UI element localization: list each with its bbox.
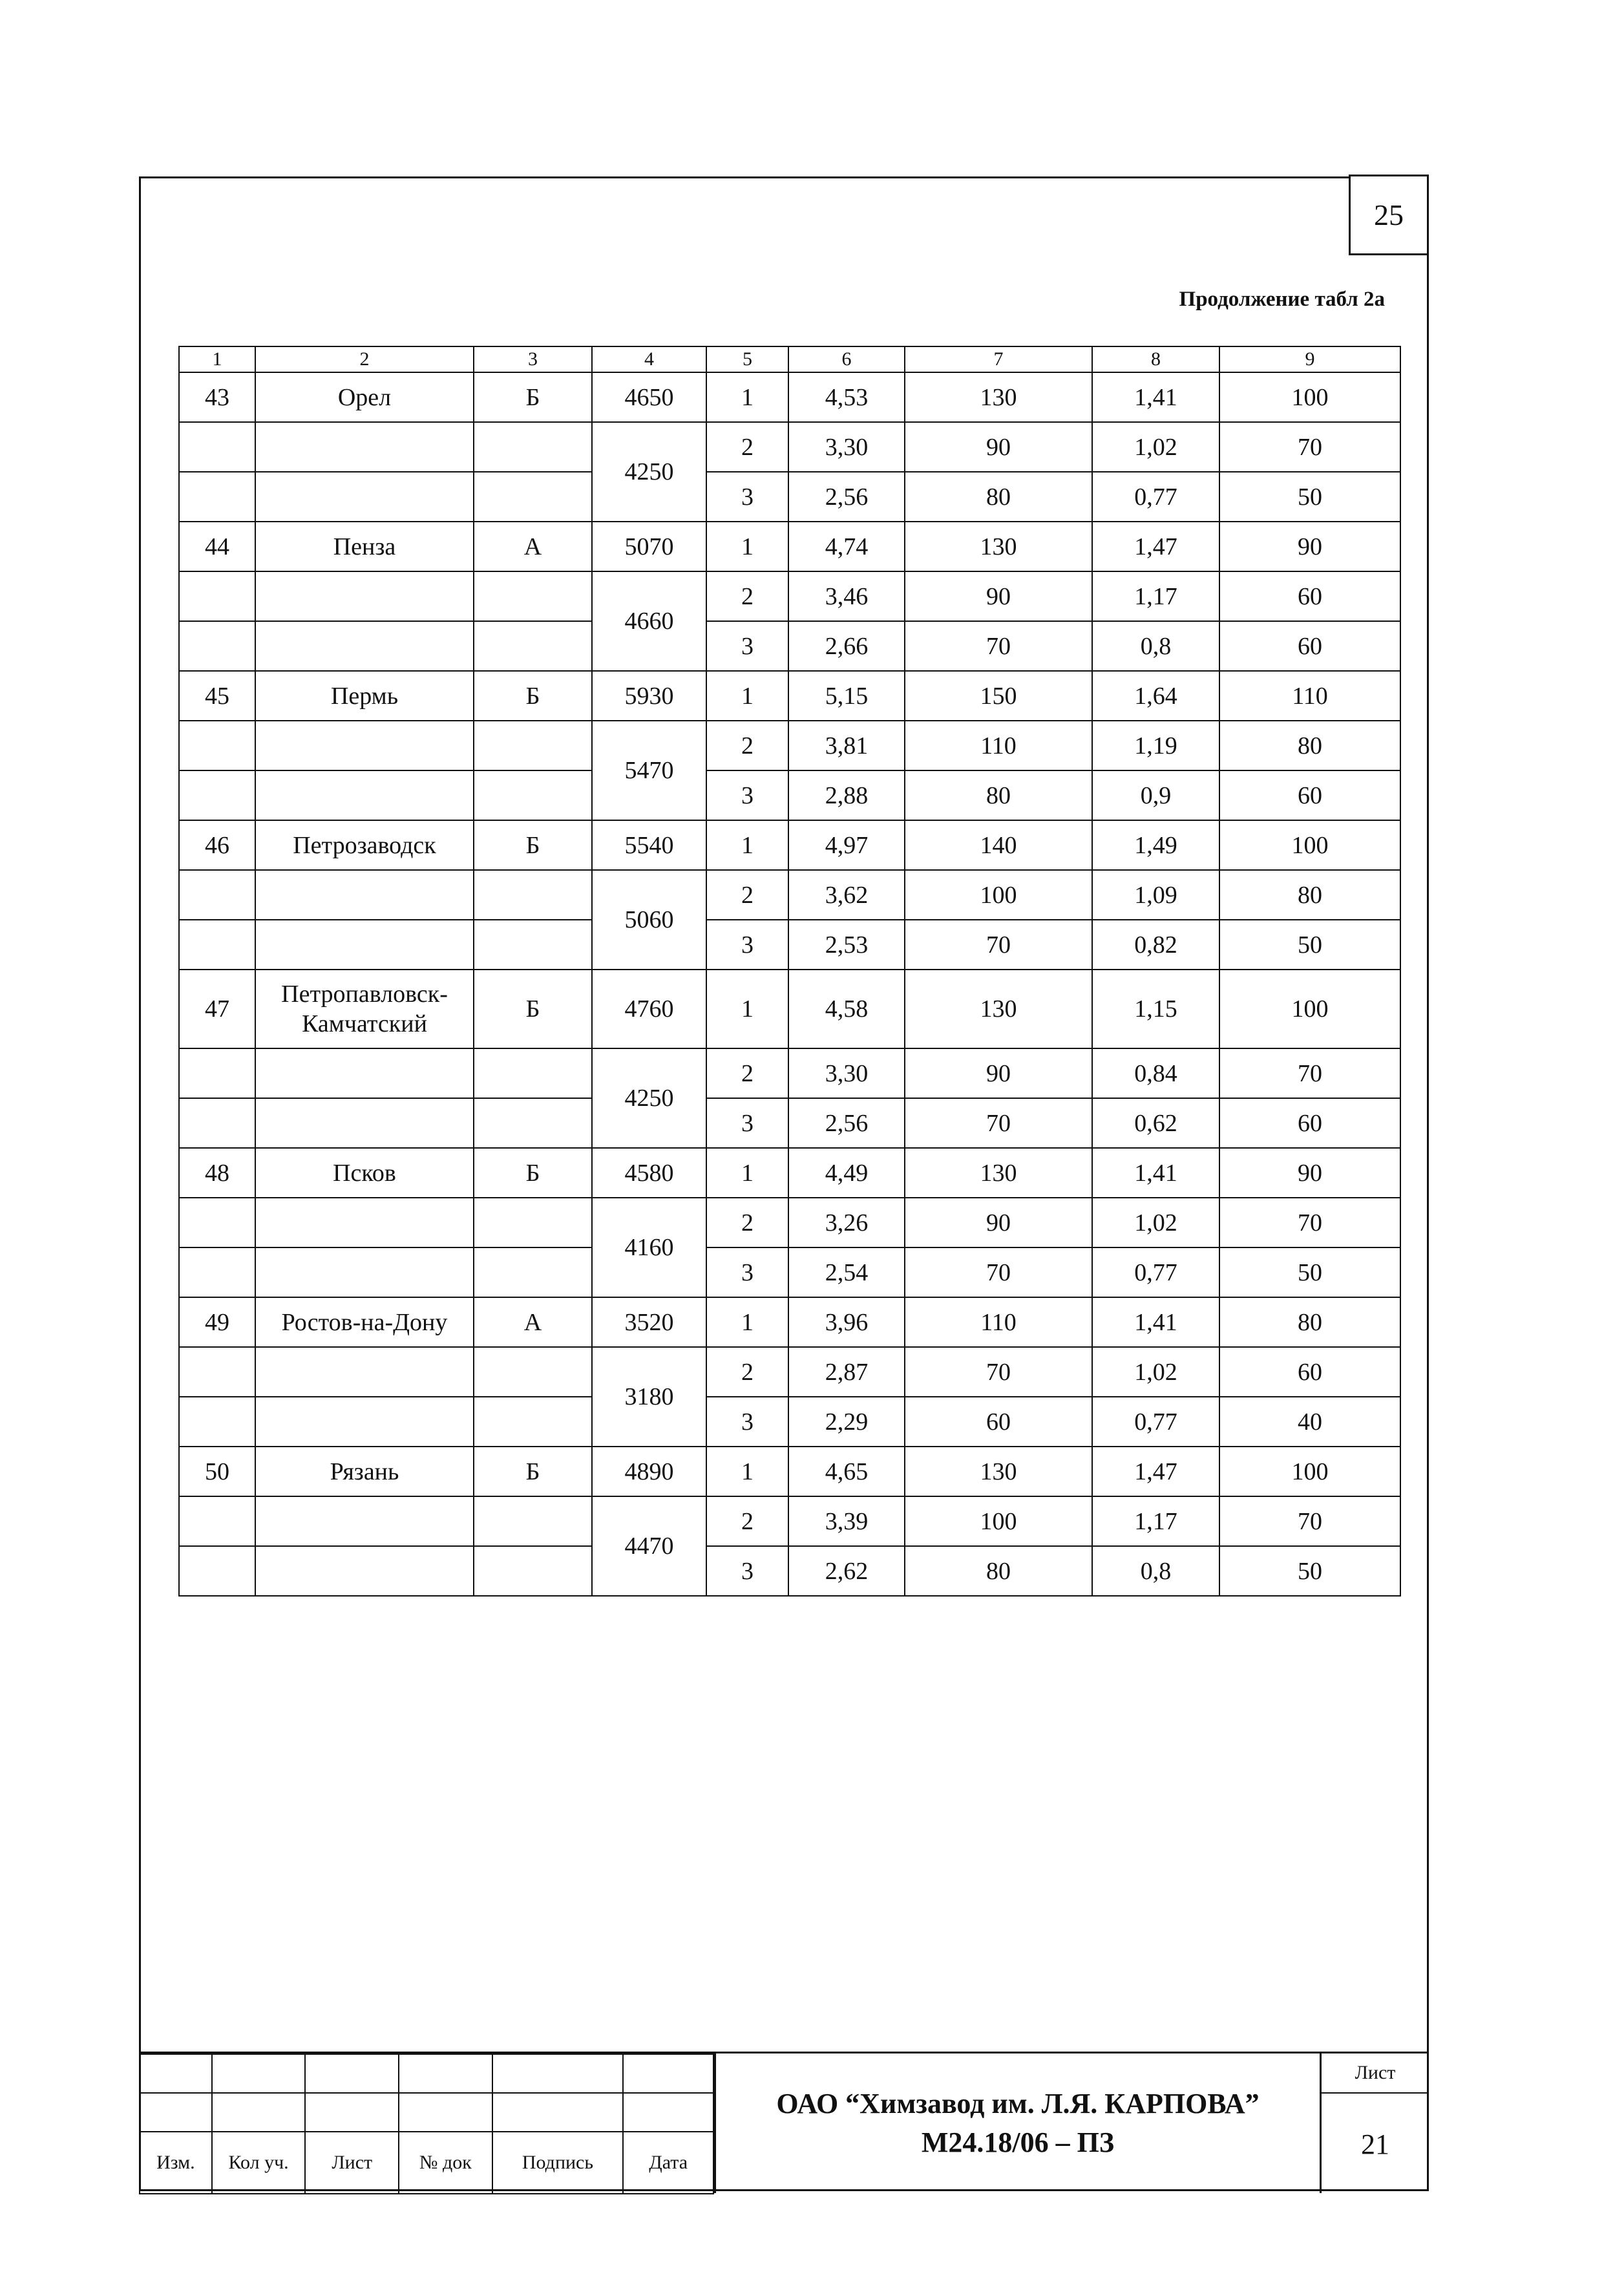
value-col5: 2: [706, 422, 788, 472]
table-row: [179, 1148, 1400, 1198]
value-col9: 70: [1219, 422, 1400, 472]
value-col6: 2,87: [788, 1347, 905, 1397]
column-header: 6: [788, 346, 905, 372]
value-col6: 3,96: [788, 1297, 905, 1347]
value-col8: 1,17: [1092, 1496, 1219, 1546]
value-col5: 1: [706, 522, 788, 571]
value-col4: 4760: [592, 970, 706, 1048]
city-name-line: Камчатский: [302, 1010, 427, 1037]
value-col6: 3,30: [788, 1048, 905, 1098]
value-col7: 80: [905, 1546, 1092, 1596]
city-name-line: Ростов-на-Дону: [281, 1308, 448, 1336]
value-col5: 1: [706, 970, 788, 1048]
row-number: 46: [179, 820, 255, 870]
city-name-line: Пенза: [333, 533, 396, 560]
value-col8: 1,17: [1092, 571, 1219, 621]
value-col9: 70: [1219, 1496, 1400, 1546]
column-header: 4: [592, 346, 706, 372]
title-block: [139, 2052, 1429, 2193]
empty-cell: [255, 770, 474, 820]
value-col8: 1,02: [1092, 422, 1219, 472]
empty-cell: [255, 422, 474, 472]
title-block-title: [714, 2053, 1322, 2193]
empty-cell: [255, 1397, 474, 1447]
value-col7: 70: [905, 920, 1092, 970]
zone: А: [474, 522, 592, 571]
empty-cell: [179, 1347, 255, 1397]
city-name: [255, 1447, 474, 1496]
value-col7: 130: [905, 372, 1092, 422]
column-header: 1: [179, 346, 255, 372]
sheet-box: [1322, 2053, 1429, 2193]
value-col6: 2,66: [788, 621, 905, 671]
empty-cell: [255, 472, 474, 522]
value-col8: 1,15: [1092, 970, 1219, 1048]
value-col4: 4470: [592, 1496, 706, 1596]
sheet-label: Лист: [1322, 2053, 1429, 2094]
table-row: [179, 1546, 1400, 1596]
empty-cell: [179, 1048, 255, 1098]
table-row: [179, 1496, 1400, 1546]
empty-cell: [474, 472, 592, 522]
city-name-line: Псков: [333, 1159, 396, 1187]
table-row: [179, 820, 1400, 870]
value-col5: 2: [706, 1496, 788, 1546]
value-col7: 70: [905, 1098, 1092, 1148]
value-col5: 1: [706, 372, 788, 422]
value-col6: 4,49: [788, 1148, 905, 1198]
row-number: 43: [179, 372, 255, 422]
value-col6: 2,29: [788, 1397, 905, 1447]
empty-cell: [179, 1546, 255, 1596]
value-col6: 4,74: [788, 522, 905, 571]
value-col6: 4,97: [788, 820, 905, 870]
value-col8: 1,41: [1092, 1297, 1219, 1347]
organization-name: ОАО “Химзавод им. Л.Я. КАРПОВА”: [776, 2088, 1260, 2119]
value-col8: 0,8: [1092, 621, 1219, 671]
value-col6: 2,88: [788, 770, 905, 820]
value-col9: 70: [1219, 1048, 1400, 1098]
city-name: [255, 1297, 474, 1347]
value-col6: 4,58: [788, 970, 905, 1048]
row-number: 47: [179, 970, 255, 1048]
value-col9: 100: [1219, 1447, 1400, 1496]
value-col4: 5540: [592, 820, 706, 870]
table-row: [179, 372, 1400, 422]
empty-cell: [474, 1546, 592, 1596]
value-col9: 90: [1219, 522, 1400, 571]
value-col8: 0,62: [1092, 1098, 1219, 1148]
value-col6: 3,30: [788, 422, 905, 472]
title-block-label: Подпись: [492, 2132, 624, 2194]
table-row: [179, 770, 1400, 820]
value-col8: 1,41: [1092, 372, 1219, 422]
value-col7: 90: [905, 422, 1092, 472]
value-col6: 2,56: [788, 1098, 905, 1148]
empty-cell: [474, 422, 592, 472]
header-row: [179, 346, 1400, 372]
title-block-label: Кол уч.: [212, 2132, 306, 2194]
zone: Б: [474, 970, 592, 1048]
city-name: [255, 820, 474, 870]
empty-cell: [179, 870, 255, 920]
value-col5: 1: [706, 1148, 788, 1198]
value-col9: 110: [1219, 671, 1400, 721]
empty-cell: [474, 721, 592, 770]
value-col6: 4,65: [788, 1447, 905, 1496]
value-col8: 1,09: [1092, 870, 1219, 920]
value-col8: 0,82: [1092, 920, 1219, 970]
value-col9: 60: [1219, 621, 1400, 671]
empty-cell: [255, 1347, 474, 1397]
value-col8: 1,47: [1092, 522, 1219, 571]
zone: А: [474, 1297, 592, 1347]
empty-cell: [474, 920, 592, 970]
title-block-label: Лист: [305, 2132, 399, 2194]
value-col7: 90: [905, 1198, 1092, 1247]
row-number: 45: [179, 671, 255, 721]
value-col7: 90: [905, 571, 1092, 621]
value-col6: 2,62: [788, 1546, 905, 1596]
zone: Б: [474, 671, 592, 721]
empty-cell: [179, 472, 255, 522]
page-number: 25: [1349, 175, 1429, 255]
value-col9: 60: [1219, 770, 1400, 820]
value-col8: 0,8: [1092, 1546, 1219, 1596]
empty-cell: [474, 1198, 592, 1247]
value-col4: 4660: [592, 571, 706, 671]
document-code: М24.18/06 – ПЗ: [921, 2127, 1115, 2158]
empty-cell: [255, 1247, 474, 1297]
value-col9: 50: [1219, 1247, 1400, 1297]
title-block-label: № док: [399, 2132, 492, 2194]
empty-cell: [474, 571, 592, 621]
value-col6: 2,54: [788, 1247, 905, 1297]
value-col4: 4580: [592, 1148, 706, 1198]
table-row: [179, 522, 1400, 571]
value-col8: 1,41: [1092, 1148, 1219, 1198]
value-col4: 4250: [592, 422, 706, 522]
value-col9: 100: [1219, 820, 1400, 870]
value-col5: 1: [706, 1297, 788, 1347]
value-col7: 130: [905, 1447, 1092, 1496]
data-table: [178, 346, 1401, 1597]
table-row: [179, 1397, 1400, 1447]
value-col4: 4650: [592, 372, 706, 422]
value-col4: 3520: [592, 1297, 706, 1347]
empty-cell: [179, 770, 255, 820]
value-col7: 70: [905, 621, 1092, 671]
zone: Б: [474, 1148, 592, 1198]
empty-cell: [474, 870, 592, 920]
value-col5: 3: [706, 1098, 788, 1148]
empty-cell: [179, 920, 255, 970]
empty-cell: [179, 422, 255, 472]
title-block-label: Изм.: [140, 2132, 212, 2194]
city-name: [255, 522, 474, 571]
value-col9: 60: [1219, 1098, 1400, 1148]
value-col8: 0,9: [1092, 770, 1219, 820]
empty-cell: [179, 1247, 255, 1297]
table-caption: Продолжение табл 2а: [1179, 288, 1385, 311]
value-col4: 4250: [592, 1048, 706, 1148]
row-number: 44: [179, 522, 255, 571]
table-row: [179, 970, 1400, 1048]
value-col5: 3: [706, 920, 788, 970]
empty-cell: [179, 721, 255, 770]
value-col7: 70: [905, 1347, 1092, 1397]
empty-cell: [474, 1397, 592, 1447]
empty-cell: [255, 721, 474, 770]
city-name: [255, 970, 474, 1048]
row-number: 48: [179, 1148, 255, 1198]
value-col5: 2: [706, 721, 788, 770]
empty-cell: [255, 1048, 474, 1098]
value-col9: 100: [1219, 372, 1400, 422]
empty-cell: [255, 920, 474, 970]
title-block-grid: [139, 2053, 714, 2194]
value-col4: 5930: [592, 671, 706, 721]
city-name-line: Пермь: [330, 682, 399, 710]
sheet-number: 21: [1361, 2128, 1389, 2160]
empty-cell: [179, 571, 255, 621]
value-col5: 3: [706, 770, 788, 820]
value-col7: 80: [905, 472, 1092, 522]
value-col6: 3,26: [788, 1198, 905, 1247]
row-number: 49: [179, 1297, 255, 1347]
value-col4: 5470: [592, 721, 706, 820]
table-row: [179, 422, 1400, 472]
value-col8: 1,19: [1092, 721, 1219, 770]
city-name: [255, 372, 474, 422]
value-col5: 3: [706, 1247, 788, 1297]
value-col7: 110: [905, 721, 1092, 770]
empty-cell: [255, 1546, 474, 1596]
empty-cell: [179, 1198, 255, 1247]
value-col8: 1,64: [1092, 671, 1219, 721]
table-row: [179, 671, 1400, 721]
value-col8: 1,02: [1092, 1198, 1219, 1247]
zone: Б: [474, 1447, 592, 1496]
value-col6: 5,15: [788, 671, 905, 721]
value-col8: 1,47: [1092, 1447, 1219, 1496]
value-col7: 110: [905, 1297, 1092, 1347]
title-block-label: Дата: [623, 2132, 713, 2194]
value-col4: 4160: [592, 1198, 706, 1297]
value-col5: 2: [706, 870, 788, 920]
column-header: 8: [1092, 346, 1219, 372]
column-header: 9: [1219, 346, 1400, 372]
table-row: [179, 1048, 1400, 1098]
empty-cell: [179, 1397, 255, 1447]
table-row: [179, 870, 1400, 920]
value-col5: 3: [706, 472, 788, 522]
empty-cell: [179, 621, 255, 671]
value-col4: 5060: [592, 870, 706, 970]
table-row: [179, 1098, 1400, 1148]
value-col6: 2,56: [788, 472, 905, 522]
value-col4: 4890: [592, 1447, 706, 1496]
empty-cell: [255, 1198, 474, 1247]
value-col5: 3: [706, 621, 788, 671]
value-col4: 3180: [592, 1347, 706, 1447]
value-col6: 4,53: [788, 372, 905, 422]
value-col7: 60: [905, 1397, 1092, 1447]
value-col7: 130: [905, 970, 1092, 1048]
empty-cell: [255, 870, 474, 920]
value-col7: 70: [905, 1247, 1092, 1297]
value-col7: 140: [905, 820, 1092, 870]
empty-cell: [474, 621, 592, 671]
city-name-line: Петропавловск-: [281, 981, 448, 1008]
value-col5: 2: [706, 1347, 788, 1397]
value-col6: 3,46: [788, 571, 905, 621]
empty-cell: [255, 1098, 474, 1148]
value-col9: 60: [1219, 571, 1400, 621]
value-col7: 90: [905, 1048, 1092, 1098]
value-col7: 130: [905, 1148, 1092, 1198]
city-name-line: Орел: [337, 383, 392, 411]
value-col4: 5070: [592, 522, 706, 571]
city-name: [255, 671, 474, 721]
table-row: [179, 1198, 1400, 1247]
city-name-line: Петрозаводск: [293, 831, 436, 859]
value-col5: 1: [706, 671, 788, 721]
column-header: 5: [706, 346, 788, 372]
city-name-line: Рязань: [330, 1458, 399, 1485]
column-header: 7: [905, 346, 1092, 372]
value-col9: 50: [1219, 1546, 1400, 1596]
table-row: [179, 1347, 1400, 1397]
value-col9: 90: [1219, 1148, 1400, 1198]
value-col7: 100: [905, 870, 1092, 920]
zone: Б: [474, 820, 592, 870]
value-col9: 40: [1219, 1397, 1400, 1447]
value-col6: 3,81: [788, 721, 905, 770]
value-col5: 3: [706, 1397, 788, 1447]
table-row: [179, 1247, 1400, 1297]
value-col5: 3: [706, 1546, 788, 1596]
value-col8: 0,77: [1092, 1397, 1219, 1447]
value-col9: 60: [1219, 1347, 1400, 1397]
value-col9: 50: [1219, 920, 1400, 970]
value-col8: 1,49: [1092, 820, 1219, 870]
value-col9: 70: [1219, 1198, 1400, 1247]
value-col9: 80: [1219, 721, 1400, 770]
value-col9: 50: [1219, 472, 1400, 522]
value-col7: 150: [905, 671, 1092, 721]
column-header: 2: [255, 346, 474, 372]
empty-cell: [474, 1048, 592, 1098]
value-col8: 0,84: [1092, 1048, 1219, 1098]
value-col7: 80: [905, 770, 1092, 820]
empty-cell: [474, 1347, 592, 1397]
table-row: [179, 920, 1400, 970]
zone: Б: [474, 372, 592, 422]
value-col5: 2: [706, 1048, 788, 1098]
empty-cell: [255, 1496, 474, 1546]
empty-cell: [255, 621, 474, 671]
value-col8: 1,02: [1092, 1347, 1219, 1397]
empty-cell: [474, 1496, 592, 1546]
value-col6: 3,62: [788, 870, 905, 920]
empty-cell: [474, 770, 592, 820]
value-col8: 0,77: [1092, 1247, 1219, 1297]
column-header: 3: [474, 346, 592, 372]
empty-cell: [179, 1496, 255, 1546]
value-col5: 1: [706, 820, 788, 870]
table-row: [179, 1297, 1400, 1347]
table-row: [179, 472, 1400, 522]
value-col6: 2,53: [788, 920, 905, 970]
value-col9: 80: [1219, 870, 1400, 920]
row-number: 50: [179, 1447, 255, 1496]
empty-cell: [255, 571, 474, 621]
table-row: [179, 571, 1400, 621]
value-col5: 2: [706, 1198, 788, 1247]
value-col9: 80: [1219, 1297, 1400, 1347]
value-col5: 1: [706, 1447, 788, 1496]
value-col6: 3,39: [788, 1496, 905, 1546]
table-row: [179, 1447, 1400, 1496]
table-row: [179, 621, 1400, 671]
empty-cell: [474, 1247, 592, 1297]
value-col9: 100: [1219, 970, 1400, 1048]
value-col7: 130: [905, 522, 1092, 571]
value-col7: 100: [905, 1496, 1092, 1546]
empty-cell: [179, 1098, 255, 1148]
value-col8: 0,77: [1092, 472, 1219, 522]
value-col5: 2: [706, 571, 788, 621]
city-name: [255, 1148, 474, 1198]
table-row: [179, 721, 1400, 770]
empty-cell: [474, 1098, 592, 1148]
